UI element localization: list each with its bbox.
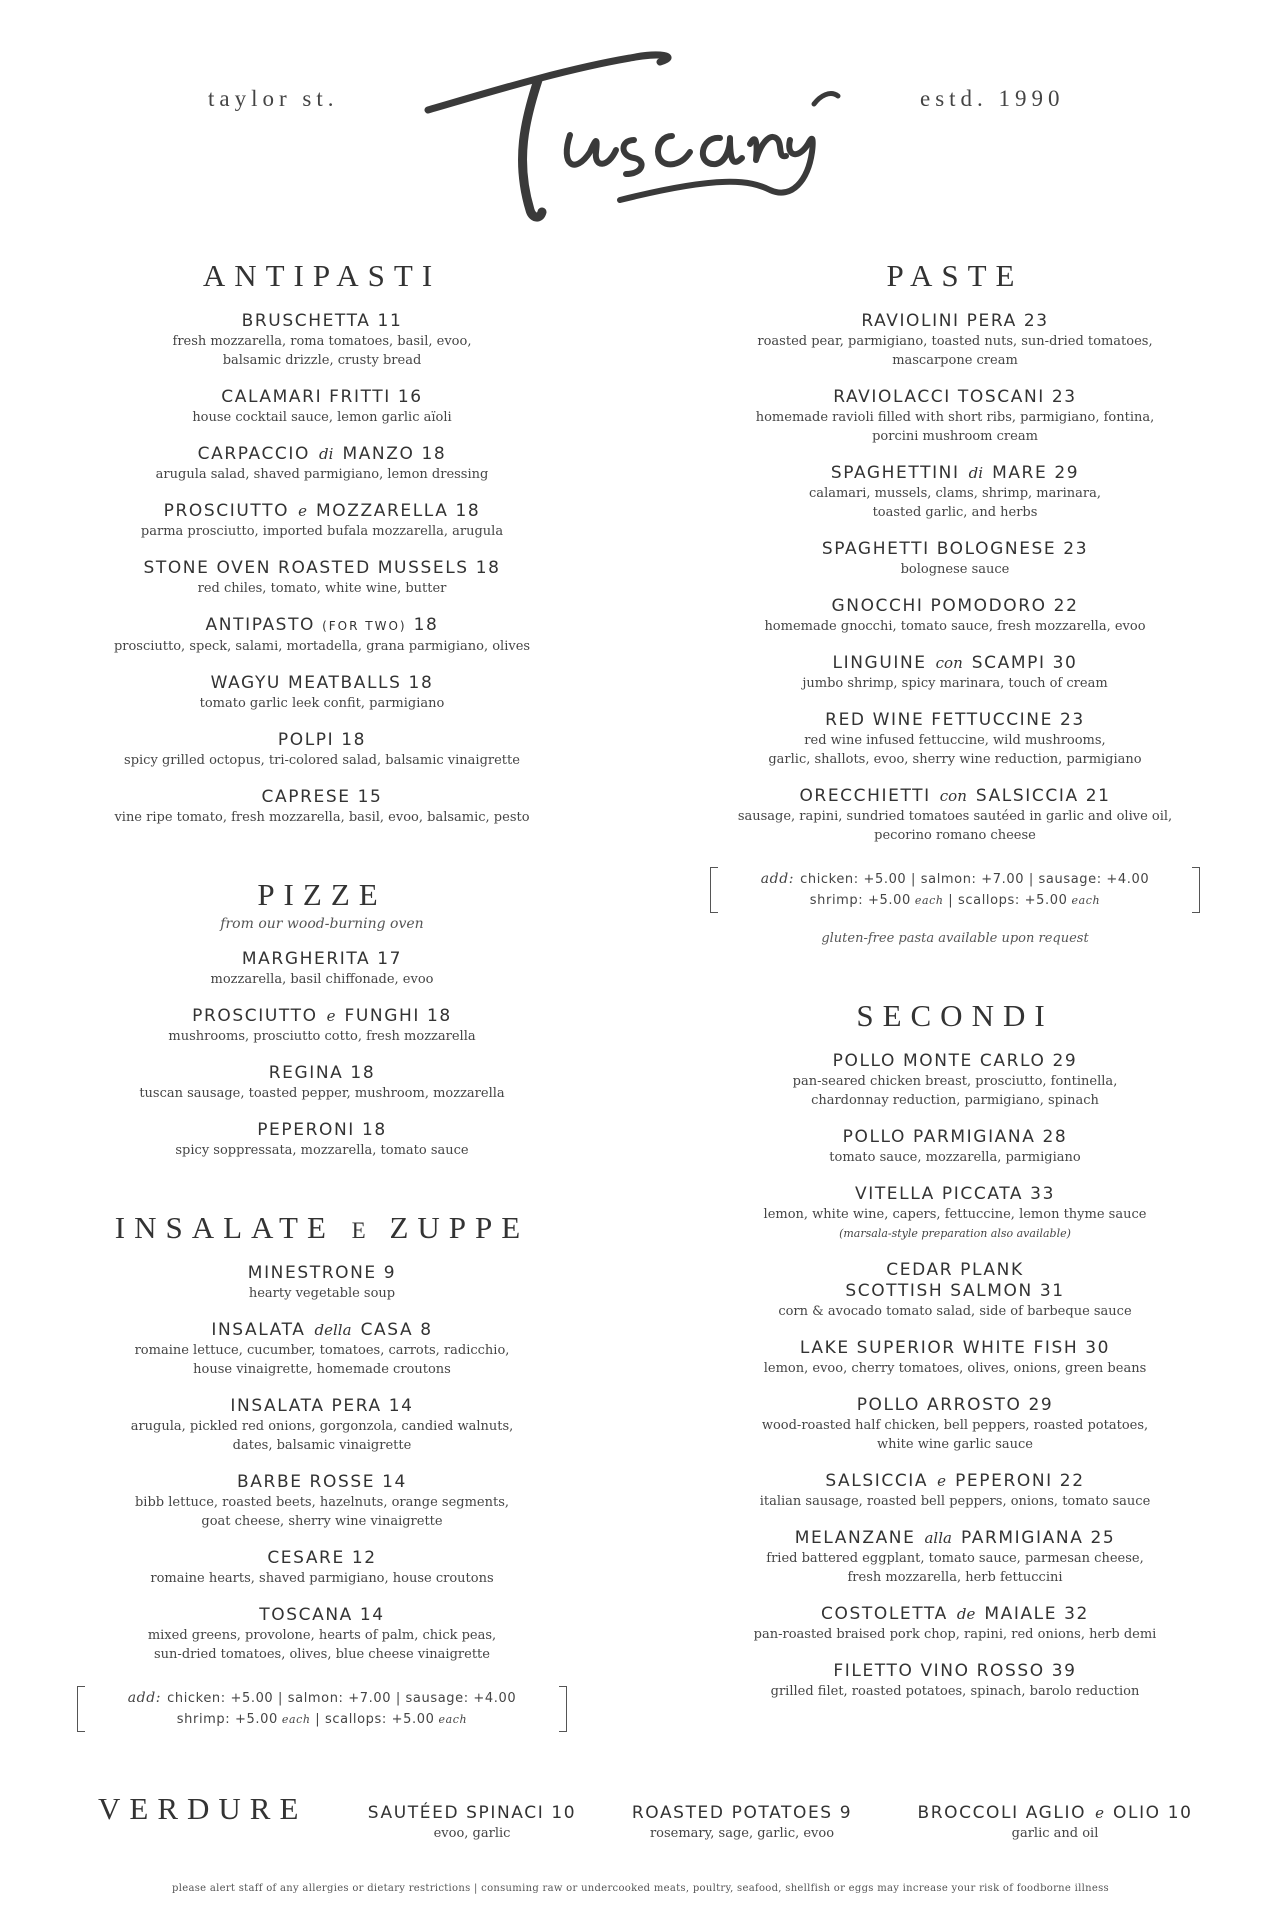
item-name: PEPERONI: [257, 1120, 355, 1140]
item-price: 17: [377, 949, 403, 969]
right-column: [675, 258, 1235, 1701]
menu-item: [42, 311, 602, 370]
item-name: POLLO ARROSTO: [856, 1395, 1022, 1415]
item-name: MANZO: [342, 444, 415, 464]
item-desc: romaine hearts, shaved parmigiano, house croutons: [150, 1571, 494, 1586]
item-price: 18: [350, 1063, 376, 1083]
item-desc: corn & avocado tomato salad, side of barbeque sauce: [778, 1304, 1132, 1319]
item-desc: pan-seared chicken breast, prosciutto, fontinella,: [792, 1074, 1118, 1089]
menu-item: [42, 501, 602, 541]
item-name: RED WINE FETTUCCINE: [825, 710, 1053, 730]
item-desc: white wine garlic sauce: [877, 1437, 1033, 1452]
item-desc: garlic, shallots, evoo, sherry wine reduction, parmigiano: [768, 752, 1142, 767]
item-name-connector: e: [298, 502, 307, 520]
item-desc: rosemary, sage, garlic, evoo: [649, 1826, 835, 1841]
item-name: CEDAR PLANK: [886, 1260, 1024, 1280]
section-title-secondi: SECONDI: [856, 998, 1054, 1033]
item-name-connector: alla: [924, 1529, 952, 1547]
item-desc: homemade ravioli filled with short ribs, parmigiano, fontina,: [755, 410, 1155, 425]
item-price: 28: [1042, 1127, 1068, 1147]
item-desc: lemon, white wine, capers, fettuccine, lemon thyme sauce: [763, 1207, 1147, 1222]
item-desc: roasted pear, parmigiano, toasted nuts, sun-dried tomatoes,: [757, 334, 1153, 349]
section-title-insalate: [42, 1210, 602, 1246]
menu-item: [675, 1184, 1235, 1243]
item-price: 32: [1064, 1604, 1089, 1624]
item-price: 30: [1052, 653, 1078, 673]
menu-item: [675, 1127, 1235, 1167]
item-name: STONE OVEN ROASTED MUSSELS: [143, 558, 469, 578]
item-name-connector: e: [937, 1472, 947, 1490]
item-desc: spicy soppressata, mozzarella, tomato sauce: [175, 1143, 469, 1158]
menu-item: [42, 949, 602, 989]
each-label: each: [438, 1713, 468, 1726]
item-desc: goat cheese, sherry wine vinaigrette: [201, 1514, 443, 1529]
item-name-connector: e: [1095, 1804, 1104, 1822]
menu-item: [675, 311, 1235, 370]
item-name-connector: de: [956, 1605, 976, 1623]
item-name: MOZZARELLA: [315, 501, 449, 521]
menu-item: [675, 1338, 1235, 1378]
item-price: 18: [475, 558, 501, 578]
item-desc: homemade gnocchi, tomato sauce, fresh mozzarella, evoo: [764, 619, 1146, 634]
item-desc: balsamic drizzle, crusty bread: [222, 353, 422, 368]
add-scallops: scallops: +5.00: [325, 1712, 435, 1727]
menu-item: [42, 1605, 602, 1664]
item-name: LAKE SUPERIOR WHITE FISH: [799, 1338, 1079, 1358]
item-price: 14: [359, 1605, 385, 1625]
add-label: add:: [760, 871, 795, 887]
item-desc: bibb lettuce, roasted beets, hazelnuts, orange segments,: [134, 1495, 510, 1510]
item-price: 9: [839, 1803, 853, 1823]
menu-item: [42, 1063, 602, 1103]
section-subtitle: from our wood-burning oven: [220, 916, 424, 932]
item-desc: grilled filet, roasted potatoes, spinach, barolo reduction: [770, 1684, 1140, 1699]
item-name: SALSICCIA: [975, 786, 1079, 806]
menu-item: [675, 1471, 1235, 1511]
item-desc: vine ripe tomato, fresh mozzarella, basil, evoo, balsamic, pesto: [114, 810, 530, 825]
add-shrimp: shrimp: +5.00: [176, 1712, 278, 1727]
item-desc-note: (marsala-style preparation also available): [839, 1227, 1071, 1240]
established-text: estd. 1990: [920, 86, 1065, 111]
tuscany-logo-icon: [420, 40, 850, 230]
item-name: PARMIGIANA: [960, 1528, 1084, 1548]
item-price: 18: [427, 1006, 452, 1026]
item-desc: red wine infused fettuccine, wild mushrooms,: [804, 733, 1106, 748]
item-price: 10: [1167, 1803, 1193, 1823]
title-part: ZUPPE: [389, 1210, 530, 1245]
item-name: ORECCHIETTI: [799, 786, 931, 806]
item-price: 10: [551, 1803, 577, 1823]
item-desc: evoo, garlic: [433, 1826, 511, 1841]
title-connector: E: [351, 1218, 373, 1243]
item-desc: arugula, pickled red onions, gorgonzola, candied walnuts,: [130, 1419, 514, 1434]
title-part: INSALATE: [114, 1210, 335, 1245]
menu-item: [675, 463, 1235, 522]
menu-item: [42, 1263, 602, 1303]
item-price: 18: [408, 673, 434, 693]
item-desc: fresh mozzarella, herb fettuccini: [847, 1570, 1063, 1585]
item-desc: fresh mozzarella, roma tomatoes, basil, evoo,: [172, 334, 472, 349]
item-name: VITELLA PICCATA: [854, 1184, 1024, 1204]
item-name: BROCCOLI AGLIO: [917, 1803, 1087, 1823]
item-price: 18: [361, 1120, 387, 1140]
menu-item: [42, 673, 602, 713]
section-title-antipasti: ANTIPASTI: [202, 258, 442, 293]
item-desc: lemon, evoo, cherry tomatoes, olives, onions, green beans: [763, 1361, 1147, 1376]
section-title-pizze: PIZZE: [257, 877, 387, 912]
item-desc: hearty vegetable soup: [248, 1286, 396, 1301]
menu-item: [675, 786, 1235, 845]
menu-item: [675, 1051, 1235, 1110]
item-name: ANTIPASTO: [205, 615, 316, 635]
item-name: CALAMARI FRITTI: [221, 387, 391, 407]
item-name: OLIO: [1113, 1803, 1161, 1823]
item-name: RAVIOLINI PERA: [861, 311, 1017, 331]
item-name: MINESTRONE: [247, 1263, 377, 1283]
item-desc: dates, balsamic vinaigrette: [232, 1438, 412, 1453]
gluten-free-note: gluten-free pasta available upon request: [821, 931, 1089, 946]
menu-item: [675, 539, 1235, 579]
item-desc: mascarpone cream: [892, 353, 1018, 368]
item-name: POLLO MONTE CARLO: [832, 1051, 1046, 1071]
menu-item: [675, 1395, 1235, 1454]
item-desc: tomato sauce, mozzarella, parmigiano: [829, 1150, 1081, 1165]
item-name: POLPI: [277, 730, 335, 750]
menu-item: [42, 444, 602, 484]
item-desc: garlic and oil: [1011, 1826, 1099, 1841]
menu-item: [675, 1260, 1235, 1321]
menu-item: [42, 615, 602, 656]
item-price: 33: [1030, 1184, 1055, 1204]
item-price: 29: [1054, 463, 1080, 483]
menu-item: [42, 1006, 602, 1046]
item-name: CAPRESE: [261, 787, 351, 807]
item-price: 18: [341, 730, 367, 750]
item-price: 39: [1051, 1661, 1077, 1681]
logo: [420, 40, 850, 234]
item-name-connector: della: [314, 1321, 352, 1339]
item-name: SCOTTISH SALMON: [845, 1281, 1033, 1301]
item-desc: mushrooms, prosciutto cotto, fresh mozzarella: [168, 1029, 476, 1044]
each-label: each: [1071, 894, 1101, 907]
item-desc: chardonnay reduction, parmigiano, spinach: [811, 1093, 1099, 1108]
item-desc: red chiles, tomato, white wine, butter: [197, 581, 447, 596]
location-text: taylor st.: [208, 86, 339, 111]
menu-item: [42, 1548, 602, 1588]
item-desc: fried battered eggplant, tomato sauce, parmesan cheese,: [766, 1551, 1144, 1566]
item-price: 18: [413, 615, 439, 635]
item-desc: house vinaigrette, homemade croutons: [193, 1362, 451, 1377]
item-price: 9: [383, 1263, 397, 1283]
item-name: GNOCCHI POMODORO: [831, 596, 1047, 616]
menu-item: [675, 1661, 1235, 1701]
item-desc: bolognese sauce: [900, 562, 1010, 577]
item-desc: arugula salad, shaved parmigiano, lemon dressing: [155, 467, 489, 482]
item-name: REGINA: [268, 1063, 344, 1083]
add-line: chicken: +5.00 | salmon: +7.00 | sausage: +4.00: [800, 872, 1150, 887]
menu-item: [675, 596, 1235, 636]
menu-item: [675, 387, 1235, 446]
item-name: POLLO PARMIGIANA: [842, 1127, 1036, 1147]
item-name: MELANZANE: [794, 1528, 916, 1548]
menu-item: [42, 558, 602, 598]
item-name: INSALATA: [211, 1320, 306, 1340]
item-name: LINGUINE: [832, 653, 927, 673]
item-desc: spicy grilled octopus, tri-colored salad, balsamic vinaigrette: [124, 753, 520, 768]
item-desc: prosciutto, speck, salami, mortadella, grana parmigiano, olives: [113, 639, 531, 654]
item-price: 29: [1052, 1051, 1078, 1071]
each-label: each: [914, 894, 944, 907]
add-scallops: scallops: +5.00: [958, 893, 1068, 908]
item-price: 23: [1059, 710, 1085, 730]
item-price: 31: [1039, 1281, 1065, 1301]
item-name-connector: con: [939, 787, 967, 805]
item-desc: tuscan sausage, toasted pepper, mushroom, mozzarella: [139, 1086, 505, 1101]
item-name: PROSCIUTTO: [163, 501, 290, 521]
add-protein-box: [87, 1686, 557, 1732]
item-name: SALSICCIA: [825, 1471, 929, 1491]
menu-item: [612, 1803, 872, 1843]
item-price: 14: [382, 1472, 407, 1492]
menu-item: [342, 1803, 602, 1843]
item-name: CARPACCIO: [197, 444, 310, 464]
item-name: SPAGHETTI BOLOGNESE: [821, 539, 1057, 559]
item-name-connector: con: [935, 654, 963, 672]
item-name: SAUTÉED SPINACI: [367, 1803, 545, 1823]
item-price: 23: [1051, 387, 1077, 407]
item-name: TOSCANA: [259, 1605, 353, 1625]
item-price: 14: [388, 1396, 414, 1416]
add-shrimp: shrimp: +5.00: [809, 893, 911, 908]
item-name: MAIALE: [984, 1604, 1058, 1624]
item-desc: wood-roasted half chicken, bell peppers, roasted potatoes,: [761, 1418, 1149, 1433]
item-price: 30: [1085, 1338, 1111, 1358]
menu-item: [900, 1803, 1210, 1843]
add-protein-box: [720, 867, 1190, 913]
item-price: 18: [455, 501, 481, 521]
item-desc: house cocktail sauce, lemon garlic aïoli: [192, 410, 452, 425]
item-price: 23: [1023, 311, 1049, 331]
menu-item: [675, 653, 1235, 693]
item-desc: tomato garlic leek confit, parmigiano: [199, 696, 445, 711]
item-name: SPAGHETTINI: [830, 463, 960, 483]
menu-item: [675, 1528, 1235, 1587]
item-price: 22: [1059, 1471, 1085, 1491]
item-price: 11: [377, 311, 403, 331]
menu-item: [42, 1472, 602, 1531]
item-price: 12: [351, 1548, 377, 1568]
menu-item: [42, 387, 602, 427]
item-name: MARE: [992, 463, 1048, 483]
item-price: 22: [1053, 596, 1079, 616]
item-name-connector: di: [319, 445, 334, 463]
item-desc: sun-dried tomatoes, olives, blue cheese vinaigrette: [154, 1647, 490, 1662]
item-name: INSALATA PERA: [230, 1396, 382, 1416]
item-desc: toasted garlic, and herbs: [872, 505, 1038, 520]
item-desc: mixed greens, provolone, hearts of palm, chick peas,: [147, 1628, 497, 1643]
left-column: [42, 258, 602, 1732]
item-name-connector: e: [326, 1007, 336, 1025]
item-desc: calamari, mussels, clams, shrimp, marinara,: [809, 486, 1101, 501]
menu-item: [675, 1604, 1235, 1644]
item-name: PROSCIUTTO: [192, 1006, 318, 1026]
allergy-footer: please alert staff of any allergies or dietary restrictions | consuming raw or undercooked meats, poultry, seafood, shellfish or eggs may increase your risk of foodborne illness: [172, 1883, 1109, 1894]
menu-item: [42, 787, 602, 827]
separator: |: [315, 1712, 321, 1727]
item-name: PEPERONI: [955, 1471, 1053, 1491]
item-name: SCAMPI: [971, 653, 1046, 673]
item-name: FILETTO VINO ROSSO: [833, 1661, 1045, 1681]
item-desc: parma prosciutto, imported bufala mozzarella, arugula: [140, 524, 504, 539]
menu-item: [42, 1396, 602, 1455]
item-name-connector: di: [968, 464, 984, 482]
item-name: CASA: [360, 1320, 414, 1340]
separator: |: [948, 893, 954, 908]
add-label: add:: [127, 1690, 162, 1706]
item-price: 21: [1085, 786, 1111, 806]
item-name: RAVIOLACCI TOSCANI: [833, 387, 1045, 407]
item-desc: pan-roasted braised pork chop, rapini, red onions, herb demi: [753, 1627, 1157, 1642]
item-price: 29: [1028, 1395, 1054, 1415]
item-price: 25: [1090, 1528, 1116, 1548]
each-label: each: [281, 1713, 311, 1726]
item-price: 8: [420, 1320, 433, 1340]
item-desc: porcini mushroom cream: [872, 429, 1038, 444]
menu-item: [42, 1320, 602, 1379]
menu-item: [675, 710, 1235, 769]
item-name: CESARE: [267, 1548, 345, 1568]
item-name: ROASTED POTATOES: [631, 1803, 833, 1823]
item-name: BARBE ROSSE: [237, 1472, 376, 1492]
item-desc: sausage, rapini, sundried tomatoes sautéed in garlic and olive oil,: [737, 809, 1173, 824]
menu-item: [42, 1120, 602, 1160]
item-price: 16: [397, 387, 423, 407]
add-line: chicken: +5.00 | salmon: +7.00 | sausage: +4.00: [167, 1691, 517, 1706]
item-name: MARGHERITA: [241, 949, 371, 969]
item-name: BRUSCHETTA: [241, 311, 371, 331]
item-price: 18: [421, 444, 447, 464]
item-price: 15: [357, 787, 383, 807]
item-name: FUNGHI: [344, 1006, 420, 1026]
item-name-note: (FOR TWO): [322, 619, 407, 633]
item-desc: italian sausage, roasted bell peppers, onions, tomato sauce: [759, 1494, 1151, 1509]
section-title-verdure: VERDURE: [98, 1791, 308, 1826]
item-desc: jumbo shrimp, spicy marinara, touch of cream: [802, 676, 1108, 691]
menu-item: [42, 730, 602, 770]
item-desc: pecorino romano cheese: [874, 828, 1036, 843]
item-name: WAGYU MEATBALLS: [210, 673, 402, 693]
item-desc: mozzarella, basil chiffonade, evoo: [210, 972, 434, 987]
item-name: COSTOLETTA: [821, 1604, 948, 1624]
item-desc: romaine lettuce, cucumber, tomatoes, carrots, radicchio,: [134, 1343, 510, 1358]
item-price: 23: [1063, 539, 1089, 559]
section-title-paste: PASTE: [886, 258, 1024, 293]
